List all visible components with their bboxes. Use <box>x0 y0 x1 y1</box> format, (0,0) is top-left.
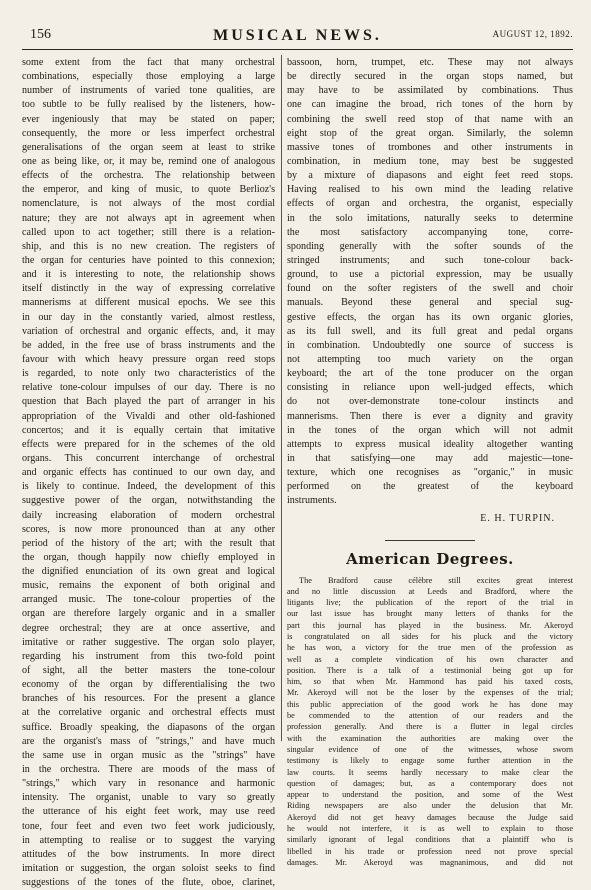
text-line: one can imagine the broad, rich tones of the horn by <box>287 99 573 111</box>
text-line: in the tones of the organ which will not admit <box>287 424 573 436</box>
text-line: organ are therefore largely organic and in a smaller <box>22 608 275 620</box>
text-line: itself distinctly in the way of expressing correlative <box>22 283 275 295</box>
page-number: 156 <box>30 27 51 42</box>
text-line: gestive effects, the organ has its own organic glories, <box>287 311 573 323</box>
text-line: singular evidence of one of the witnesses, whose sworn <box>287 744 573 754</box>
text-line: some extent from the fact that many orchestral <box>22 57 275 68</box>
text-line: with the examination the authorities are making over the <box>287 733 573 743</box>
text-line: ever ingeniously that may be stated on paper; <box>22 113 275 125</box>
text-line: Having realised to his own mind the leading relative <box>287 184 573 196</box>
text-line: eight stop of the great organ. Similarly, the solemn <box>287 127 573 139</box>
text-line: be added, in the free use of brass instruments and the <box>22 339 275 351</box>
text-line: appropriation of the Vivaldi and other old-fashioned <box>22 410 275 422</box>
text-line: in attempting to realise or to suggest the varying <box>22 834 275 846</box>
text-line: testimony is likely to engage some further attention in the <box>287 756 573 766</box>
text-line: as its full swell, and its full great and pedal organs <box>287 325 573 337</box>
text-line: effects were prepared for in the schemes of the old <box>22 438 275 450</box>
text-line: intensity. The organist, unable to vary so greatly <box>22 792 275 804</box>
text-line: damages. Mr. Akeroyd was magnanimous, and did not <box>287 857 573 867</box>
left-column <box>22 56 275 889</box>
text-line: mannerisms at different musical epochs. We see this <box>22 297 275 309</box>
page-header <box>22 27 573 50</box>
text-line: libelled in his trade or profession need not prove special <box>287 846 573 856</box>
text-line: combining the swell reed stop of that name with an <box>287 113 573 125</box>
issue-date: AUGUST 12, 1892. <box>492 29 573 39</box>
text-line: music, remains the exponent of both original and <box>22 580 275 592</box>
section-divider <box>385 540 475 541</box>
journal-title: MUSICAL NEWS. <box>213 27 382 44</box>
text-line: combinations, especially those employing a large <box>22 71 275 83</box>
text-line: The Bradford cause célèbre still excites great interest <box>299 575 573 585</box>
text-line: combination, in medium tone, may best be suggested <box>287 155 573 167</box>
text-line: economy of the organ by differentialising the two <box>22 679 275 691</box>
text-line: suggestive power of the organ, notwithstanding the <box>22 495 275 507</box>
text-line: variation of orchestral and organic effects, and, it may <box>22 325 275 337</box>
text-line: the organ for centuries have pointed to this connexion; <box>22 254 275 266</box>
text-line: do not over-demonstrate tone-colour instincts and <box>287 396 573 408</box>
text-line: scores, is now more pronounced than at any other <box>22 523 275 535</box>
text-line: position. There is a talk of a testimonial being got up for <box>287 665 573 675</box>
text-line: sponding generally with the softer sounds of the <box>287 240 573 252</box>
text-line: nature; they are not always apt in agreement when <box>22 212 275 224</box>
text-line: performed on the greatest of the keyboard <box>287 481 573 493</box>
article-continuation <box>287 56 573 509</box>
text-line: is regarded, to note only two characteristics of the <box>22 368 275 380</box>
text-line: arranged music. The tone-colour properties of the <box>22 594 275 606</box>
text-line: litigants live; the publication of the report of the trial in <box>287 598 573 608</box>
text-line: effects of organ and orchestra, the organist, especially <box>287 198 573 210</box>
text-line: Akeroyd did not get heavy damages because the Judge said <box>287 812 573 822</box>
author-signature: E. H. TURPIN. <box>480 512 555 524</box>
text-line: not attempting too much variety on the organ <box>287 353 573 365</box>
american-degrees-article <box>287 575 573 869</box>
text-line: by a mixture of diapasons and eight feet reed stops. <box>287 170 573 182</box>
text-line: too subtle to be fully realised by the listeners, how- <box>22 99 275 111</box>
section-heading: American Degrees. <box>346 549 514 568</box>
text-line: similarly ignorant of legal conditions that a plaintiff who is <box>287 835 573 845</box>
text-line: may have to be assimilated by combinations. Thus <box>287 85 573 97</box>
text-line: bassoon, horn, trumpet, etc. These may not always <box>287 57 573 68</box>
text-line: and organic effects has continued to our own day, and <box>22 467 275 479</box>
right-column <box>287 56 573 867</box>
text-line: be directly secured in the organ stops named, but <box>287 71 573 83</box>
text-line: instruments. <box>287 495 337 507</box>
text-line: suggestions of the tones of the flute, oboe, clarinet, <box>22 877 275 889</box>
text-line: imitation or suggestion, the organ soloist seeks to find <box>22 863 275 875</box>
text-line: mannerisms. Then there is ever a dignity and gravity <box>287 410 573 422</box>
text-line: organs. This concurrent interchange of orchestral <box>22 452 275 464</box>
text-line: texture, which one recognises as "organic," in music <box>287 467 573 479</box>
text-line: the utterance of his eight feet work, may use reed <box>22 806 275 818</box>
text-line: Riding newspapers are also under the delusion that Mr. <box>287 801 573 811</box>
text-line: "strings," which vary in resonance and harmonic <box>22 778 275 790</box>
text-line: regarding his instrument from this two-fold point <box>22 650 275 662</box>
text-line: degree orchestral; they are at once assertive, and <box>22 622 275 634</box>
text-line: effects of the orchestra. The relationship between <box>22 170 275 182</box>
text-line: relative tone-colour impulses of our day. There is no <box>22 382 275 394</box>
text-line: profession generally. And there is a flutter in legal circles <box>287 722 573 732</box>
text-line: our last issue has brought many letters of thanks for the <box>287 609 573 619</box>
text-line: massive tones of trombones and other instruments in <box>287 141 573 153</box>
text-line: imitative or rather suggestive. The organ solo player, <box>22 636 275 648</box>
text-line: question of damages; but, as a contemporary does not <box>287 778 573 788</box>
text-line: tone, four feet and even two feet work judiciously, <box>22 820 275 832</box>
text-line: and it is interesting to note, the relationship shows <box>22 269 275 281</box>
text-line: keyboard; the art of the tone producer on the organ <box>287 368 573 380</box>
text-line: consequently, the more or less imperfect orchestral <box>22 127 275 139</box>
text-line: of sight, all the better masters the tone-colour <box>22 665 275 677</box>
text-line: the same use in organ music as the "strings" have <box>22 749 275 761</box>
text-line: period of the history of the art; with the result that <box>22 537 275 549</box>
text-line: manuals. Beyond these general and special sug- <box>287 297 573 309</box>
text-line: generalisations of the organ seem at least to strike <box>22 141 275 153</box>
text-line: attitudes of the bow instruments. In more direct <box>22 848 275 860</box>
text-line: in our day in the constantly varied, almost restless, <box>22 311 275 323</box>
text-line: in combination. Undoubtedly one source of success is <box>287 339 573 351</box>
text-line: found on the softer registers of the swell and choir <box>287 283 573 295</box>
text-line: be commended to the attention of our readers and the <box>287 711 573 721</box>
text-line: concertos; and it is equally certain that imitative <box>22 424 275 436</box>
text-line: at the correlative organic and orchestral effects must <box>22 707 275 719</box>
text-line: he has won, a victory for the true men of the profession as <box>287 643 573 653</box>
text-line: one as being like, or, it may be, remind one of analogous <box>22 155 275 167</box>
text-line: consisting in reliance upon well-judged effects, which <box>287 382 573 394</box>
text-line: part this journal has played in the business. Mr. Akeroyd <box>287 620 573 630</box>
text-line: him, so that when Mr. Hammond has paid his taxed costs, <box>287 677 573 687</box>
text-line: in the solo imitations, naturally seeks to determine <box>287 212 573 224</box>
text-line: well as a complete vindication of his own character and <box>287 654 573 664</box>
text-line: the emperor, and king of music, to quote Berlioz's <box>22 184 275 196</box>
text-line: stringed instruments; and such tone-colour back- <box>287 254 573 266</box>
text-line: attempts to express musical ideality altogether wanting <box>287 438 573 450</box>
text-line: in that satisfying—one may add majestic—tone- <box>287 452 573 464</box>
text-line: suffice. Broadly speaking, the diapasons of the organ <box>22 721 275 733</box>
text-line: nomenclature, is not always of the most cordial <box>22 198 275 210</box>
text-line: ship, and this is no new creation. The registers of <box>22 240 275 252</box>
text-line: branches of his resources. For the present a glance <box>22 693 275 705</box>
text-line: he would not interfere, it is as well to explain to those <box>287 824 573 834</box>
text-line: and no little discussion at Leeds and Bradford, where the <box>287 586 573 596</box>
text-line: Mr. Akeroyd will not be the loser by the expenses of the trial; <box>287 688 573 698</box>
text-line: in the orchestra. There are moods of the mass of <box>22 764 275 776</box>
text-line: the dignified enunciation of its own great and logical <box>22 566 275 578</box>
text-line: is congratulated on all sides for his pluck and the victory <box>287 631 573 641</box>
text-line: daily increasing elaboration of modern orchestral <box>22 509 275 521</box>
text-line: law courts. It seems hardly necessary to make clear the <box>287 767 573 777</box>
column-divider <box>281 55 282 741</box>
text-line: question that Bach played the part of arranger in his <box>22 396 275 408</box>
text-line: appear to understand the position, and some of the West <box>287 790 573 800</box>
text-line: the organ, though happily now chiefly employed in <box>22 551 275 563</box>
text-line: the most satisfactory accompanying tone, corre- <box>287 226 573 238</box>
text-line: ground, to use a pictorial expression, may be usually <box>287 269 573 281</box>
text-line: this public appreciation of the good work he has done may <box>287 699 573 709</box>
text-line: number of instruments of varied tone qualities, are <box>22 85 275 97</box>
text-line: are the organist's mass of "strings," and have much <box>22 735 275 747</box>
text-line: called upon to act together; still there is a relation- <box>22 226 275 238</box>
text-line: is likely to continue. Indeed, the development of this <box>22 481 275 493</box>
text-line: favour with which heavy pressure organ reed stops <box>22 353 275 365</box>
